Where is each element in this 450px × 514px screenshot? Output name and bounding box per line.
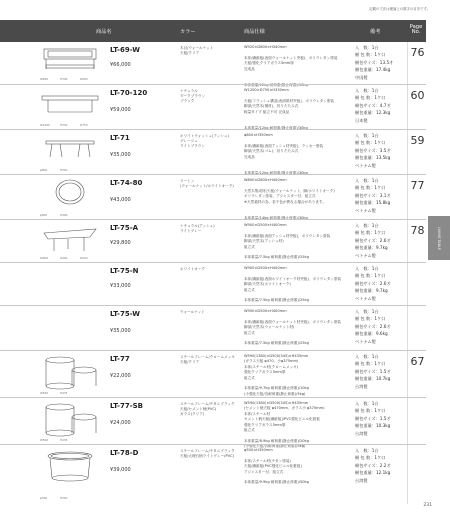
- packing-line: 入 数：1台: [355, 88, 379, 93]
- catalog-page-ref: 67: [410, 355, 425, 368]
- color-option: ブラック: [180, 99, 195, 103]
- product-colors: [180, 355, 235, 365]
- color-option: ホワイトウォッシュ(アッシュ): [180, 134, 229, 138]
- packing-line: 梱包サイズ：4.7才: [355, 102, 391, 108]
- packing-line: 梱包重量：12.3kg: [355, 110, 391, 116]
- packing-line: 台湾製: [355, 477, 368, 483]
- color-option: スチールフレーム/チタニブラック: [180, 449, 235, 453]
- product-price: ¥66,000: [110, 62, 131, 68]
- product-spec: W900×D500×H400mm 本体/繊維板(表面アッシュ材突板)、ポリウレタン塗装 脚部/天然木(アッシュ材) 組立式 本体重量/7.5kg 耐荷重(静止荷重)/25kg: [244, 223, 331, 260]
- packing-info: [355, 132, 407, 169]
- product-row: [0, 42, 426, 87]
- catalog-page-ref: 76: [410, 46, 425, 59]
- dimension-label: φ800: [40, 168, 48, 172]
- dimension-label: H435: [60, 391, 68, 395]
- product-row: [0, 350, 426, 397]
- packing-line: 梱包重量：9.6kg: [355, 331, 388, 337]
- product-row: [0, 397, 426, 449]
- packing-line: 梱 包 数：1ケ口: [355, 140, 386, 146]
- packing-line: 梱 包 数：1ケ口: [355, 95, 386, 101]
- packing-line: ベトナム製: [355, 252, 376, 258]
- packing-line: 梱 包 数：1ケ口: [355, 230, 386, 236]
- packing-line: 台湾製: [355, 430, 368, 436]
- packing-line: 入 数：1台: [355, 309, 379, 314]
- page-number: 231: [423, 503, 432, 508]
- product-spec: W590(1380)×D500(345)×H435mm (セメント柄天板 φ470mm、ガラス小 φ375mm) 本体/スチール材 セメント柄天板(繊維板)/PVC強化ビニル化粧板 強化クリアガラス5mm厚 組立式 本体重量/8.9kg 耐荷重(静止荷重)/20kg (小強化天板/各耐荷重(静止荷重)/5kg): [244, 401, 325, 449]
- color-option: スチールフレーム/チタニブラック: [180, 402, 235, 406]
- packing-line: 入 数：1台: [355, 178, 379, 183]
- product-price: ¥33,000: [110, 283, 131, 289]
- dimension-label: W1200: [40, 123, 50, 127]
- product-illustration: [40, 178, 104, 212]
- color-option: (ウォールナット/ホワイトオーク): [180, 184, 234, 188]
- product-model: LT-74-80: [110, 179, 143, 187]
- product-colors: [180, 134, 235, 149]
- packing-line: 梱包重量：9.7kg: [355, 245, 388, 251]
- packing-line: 梱包サイズ：2.6才: [355, 237, 391, 243]
- packing-line: 入 数：1台: [355, 45, 379, 50]
- product-model: LT-70-120: [110, 89, 148, 97]
- product-spec: W900×D500×H400mm 本体/繊維板(表面ウォールナット材突板)、ポリウレタン塗装 脚部/天然木(ウォールナット材) 組立式 本体重量/7.5kg 耐荷重(静止荷重)/25kg: [244, 309, 342, 346]
- product-row: [0, 305, 426, 350]
- color-option: ウォールナット: [180, 310, 205, 314]
- packing-line: 梱 包 数：1ケ口: [355, 361, 386, 367]
- packing-line: 梱 包 数：1ケ口: [355, 273, 386, 279]
- color-option: 天板/セメント柄(PVC): [180, 407, 217, 411]
- header-pack: 備考: [370, 29, 381, 35]
- packing-line: 梱包サイズ：3.5才: [355, 147, 391, 153]
- product-illustration: [40, 448, 104, 492]
- product-colors: [180, 449, 235, 459]
- packing-line: 梱 包 数：1ケ口: [355, 408, 386, 414]
- dimension-label: φ800: [40, 213, 48, 217]
- product-price: ¥43,000: [110, 197, 131, 203]
- product-spec: W920×D800×H340mm 本体/繊維板(表面ウォールナット突板)、ポリウレタン塗装 天板/強化クリアガラス5mm厚 完成品 本体重量/12kg 耐荷重(静止荷重)/10kg: [244, 45, 338, 87]
- packing-info: [355, 44, 407, 81]
- packing-line: 梱包サイズ：2.6才: [355, 280, 391, 286]
- product-row: [0, 262, 426, 305]
- packing-line: ベトナム製: [355, 295, 376, 301]
- packing-info: [355, 87, 407, 124]
- table-header: [0, 20, 426, 42]
- packing-line: ベトナム製: [355, 338, 376, 344]
- color-option: ライトグレー: [180, 229, 202, 233]
- product-illustration: [40, 133, 104, 167]
- color-option: ライトブラウン: [180, 144, 205, 148]
- packing-info: [355, 177, 407, 214]
- header-model: 商品名: [96, 29, 112, 35]
- header-color: カラー: [180, 29, 196, 35]
- packing-info: [355, 222, 407, 259]
- catalog-page-ref: 78: [410, 224, 425, 237]
- packing-line: 梱包重量：17.4kg: [355, 67, 391, 73]
- product-model: LT-77-SB: [110, 402, 143, 410]
- product-illustration: [40, 88, 104, 122]
- dimension-label: H340: [60, 77, 68, 81]
- catalog-page-ref: 59: [410, 134, 425, 147]
- dimension-label: W590: [40, 391, 49, 395]
- product-price: ¥35,000: [110, 152, 131, 158]
- packing-line: 梱包サイズ：1.5才: [355, 368, 391, 374]
- dimension-label: φ500: [40, 496, 48, 500]
- product-model: LT-69-W: [110, 46, 141, 54]
- product-spec: φ800×H350mm 本体/繊維板(表面アッシュ材突板)、ラッカー塗装 脚部/天然木(ゴム)、折りたたみ式 完成品 本体重量/12kg 耐荷重(静止荷重)/30kg: [244, 133, 324, 175]
- packing-line: 台湾製: [355, 383, 368, 389]
- product-row: [0, 84, 426, 129]
- product-illustration: [40, 223, 104, 257]
- product-colors: [180, 89, 235, 104]
- packing-line: 入 数：1台: [355, 401, 379, 406]
- section-side-tab: LIVING TABLE: [428, 216, 450, 260]
- packing-line: ベトナム製: [355, 207, 376, 213]
- packing-line: ベトナム製: [355, 162, 376, 168]
- packing-line: 梱包重量：15.8kg: [355, 200, 391, 206]
- header-spec: 商品仕様: [244, 29, 265, 35]
- packing-line: 梱包重量：12.1kg: [355, 470, 391, 476]
- color-option: 木目/ウォールナット: [180, 46, 214, 50]
- product-illustration: [40, 401, 104, 441]
- product-row: [0, 444, 426, 502]
- dimension-label: H350: [60, 168, 68, 172]
- product-spec: W1200×D750×H330mm 天板/フラッシュ構造(表面紙材突板)、ポリウレタン塗装 脚部/天然木(桐材)、折りたたみ式 軽量タイプ 組立不可 完成品 本体重量/12kg 耐荷重(静止荷重)/30kg: [244, 88, 334, 130]
- packing-line: 梱包重量：10.7kg: [355, 376, 391, 382]
- color-option: ホワイトオーク: [180, 267, 205, 271]
- product-row: [0, 174, 426, 219]
- product-spec: φ500×H350mm 本体/スチール材(チタン塗装) 天板/繊維板(PVC強化ビニル化粧板) アジャスター付、組立式 本体重量/9.9kg 耐荷重(静止荷重)/50kg: [244, 448, 309, 485]
- packing-line: 梱包サイズ：2.6才: [355, 323, 391, 329]
- packing-info: [355, 400, 407, 437]
- dimension-label: H435: [60, 438, 68, 442]
- dimension-label: W900: [40, 256, 49, 260]
- product-spec: W800×D800×H400mm 天然木集成材(天板/ウォールナット、脚/ホワイトオーク) ポリウレタン塗装、アジャスター付、組立式 ※天然素材の為、若干色が異なる場合があります。 本体重量/14kg 耐荷重(静止荷重)/30kg: [244, 178, 335, 220]
- packing-info: [355, 265, 407, 302]
- color-option: ナチュラル(アッシュ): [180, 224, 215, 228]
- packing-info: [355, 353, 407, 390]
- color-option: 天板/クリア: [180, 51, 200, 55]
- product-row: [0, 129, 426, 174]
- packing-line: 入 数：1台: [355, 133, 379, 138]
- product-colors: [180, 402, 235, 417]
- product-spec: W590(1380)×D500(345)×H435mm (ガラス天板 φ470、小φ375mm) 本体/スチール材(クロームメッキ) 強化クリアガラス5mm厚 組立式 本体重量/9.7kg 耐荷重(静止荷重)/10kg (小強化天板/各耐荷重(静止荷重)/5kg): [244, 354, 309, 396]
- dimension-label: H400: [60, 213, 68, 217]
- dimension-label: D500: [80, 256, 88, 260]
- packing-line: 入 数：1台: [355, 448, 379, 453]
- product-price: ¥35,000: [110, 328, 131, 334]
- catalog-page-ref: 77: [410, 179, 425, 192]
- packing-line: 梱包重量：13.5kg: [355, 155, 391, 161]
- product-illustration: [40, 354, 104, 394]
- product-model: LT-75-W: [110, 310, 141, 318]
- packing-line: 梱 包 数：1ケ口: [355, 52, 386, 58]
- product-colors: [180, 224, 235, 234]
- packing-line: 梱包サイズ：13.5才: [355, 59, 394, 65]
- packing-info: [355, 447, 407, 484]
- product-price: ¥59,000: [110, 107, 131, 113]
- color-option: グレージュ: [180, 139, 198, 143]
- size-note: 記載の寸法は理論上の数字の目安です。: [369, 7, 430, 11]
- packing-line: 梱包サイズ：2.2才: [355, 462, 391, 468]
- product-colors: [180, 46, 235, 56]
- packing-line: 入 数：1台: [355, 223, 379, 228]
- dimension-label: D800: [80, 77, 88, 81]
- product-model: LT-78-D: [110, 449, 139, 457]
- color-option: ガラス(クリア): [180, 412, 205, 416]
- product-price: ¥39,000: [110, 467, 131, 473]
- dimension-label: H350: [60, 496, 68, 500]
- product-price: ¥24,000: [110, 420, 131, 426]
- product-model: LT-75-N: [110, 267, 139, 275]
- dimension-label: H400: [60, 256, 68, 260]
- product-spec: W900×D500×H400mm 本体/繊維板(表面ホワイトオーク材突板)、ポリウレタン塗装 脚部/天然木(ホワイトオーク) 組立式 本体重量/7.5kg 耐荷重(静止荷重)/25kg: [244, 266, 342, 303]
- color-option: 天板/大理石柄ライトグレー(PVC): [180, 454, 235, 458]
- packing-line: 入 数：1台: [355, 354, 379, 359]
- product-model: LT-71: [110, 134, 130, 142]
- dimension-label: H330: [60, 123, 68, 127]
- product-illustration: [40, 45, 104, 79]
- packing-info: [355, 308, 407, 345]
- color-option: スチールフレーム/クロームメッキ: [180, 355, 235, 359]
- product-price: ¥29,800: [110, 240, 131, 246]
- product-price: ¥22,000: [110, 373, 131, 379]
- color-option: ナチュラル: [180, 89, 198, 93]
- header-page: Page No.: [409, 24, 423, 35]
- packing-line: 梱 包 数：1ケ口: [355, 455, 386, 461]
- catalog-page-ref: 60: [410, 89, 425, 102]
- packing-line: 梱包重量：9.7kg: [355, 288, 388, 294]
- product-model: LT-77: [110, 355, 130, 363]
- color-option: ダークブラウン: [180, 94, 206, 98]
- packing-line: 梱包サイズ：3.1才: [355, 192, 391, 198]
- dimension-label: D750: [80, 123, 88, 127]
- product-row: [0, 219, 426, 262]
- color-option: 天板/クリア: [180, 360, 200, 364]
- product-colors: [180, 179, 235, 189]
- product-colors: [180, 267, 235, 272]
- packing-line: 梱 包 数：1ケ口: [355, 316, 386, 322]
- packing-line: 梱包サイズ：1.5才: [355, 415, 391, 421]
- dimension-label: W590: [40, 438, 49, 442]
- product-model: LT-75-A: [110, 224, 139, 232]
- product-colors: [180, 310, 235, 315]
- packing-line: 入 数：1台: [355, 266, 379, 271]
- packing-line: 梱包重量：10.3kg: [355, 423, 391, 429]
- dimension-label: W920: [40, 77, 49, 81]
- packing-line: 中国製: [355, 74, 368, 80]
- packing-line: 梱 包 数：1ケ口: [355, 185, 386, 191]
- packing-line: 日本製: [355, 117, 368, 123]
- color-option: ツートン: [180, 179, 195, 183]
